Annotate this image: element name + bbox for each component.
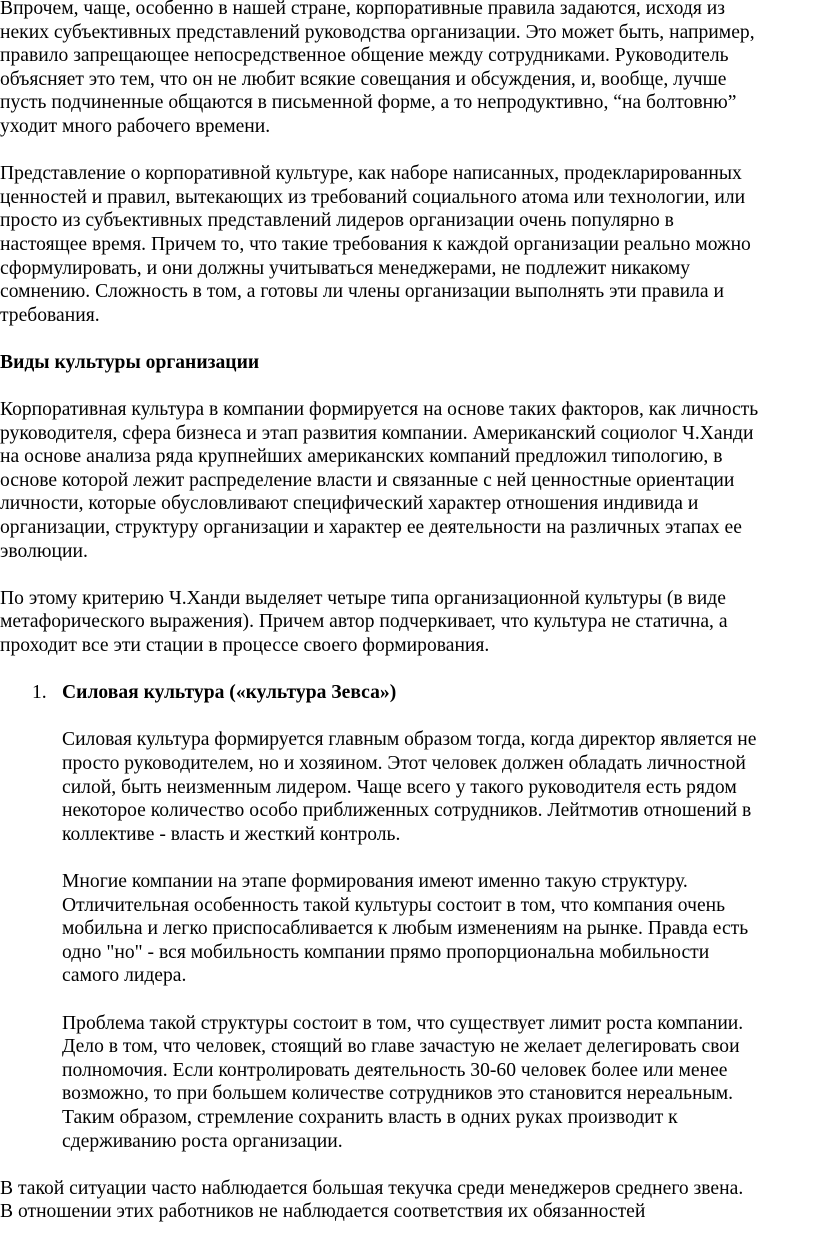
text-line: метафорического выражения). Причем автор подчеркивает, что культура не статична, а	[0, 611, 728, 633]
text-line: Таким образом, стремление сохранить власть в одних руках производит к	[62, 1106, 678, 1128]
text-line: просто из субъективных представлений лидеров организации очень популярно в	[0, 210, 674, 232]
paragraph-5	[0, 1177, 816, 1224]
text-line: пусть подчиненные общаются в письменной форме, а то непродуктивно, “на болтовню”	[0, 92, 737, 114]
text-line: мобильна и легко приспосабливается к любым изменениям на рынке. Правда есть	[62, 918, 749, 940]
text-line: организации, структуру организации и характер ее деятельности на различных этапах ее	[0, 517, 742, 539]
text-line: Проблема такой структуры состоит в том, что существует лимит роста компании.	[62, 1012, 744, 1034]
text-line: неких субъективных представлений руководства организации. Это может быть, например,	[0, 21, 755, 43]
text-line: объясняет это тем, что он не любит всякие совещания и обсуждения, и, вообще, лучше	[0, 68, 727, 90]
text-line: просто руководителем, но и хозяином. Этот человек должен обладать личностной	[62, 753, 746, 774]
text-line: В отношении этих работников не наблюдается соответствия их обязанностей	[0, 1201, 646, 1223]
list-item-paragraph-2	[62, 870, 816, 988]
text-line: Дело в том, что человек, стоящий во главе зачастую не желает делегировать свои	[62, 1036, 740, 1058]
text-line: Впрочем, чаще, особенно в нашей стране, корпоративные правила задаются, исходя из	[0, 0, 725, 19]
paragraph-1	[0, 0, 816, 139]
text-line: Корпоративная культура в компании формируется на основе таких факторов, как личность	[0, 399, 759, 421]
text-line: возможно, то при большем количестве сотрудников это становится нереальным.	[62, 1083, 734, 1105]
text-line: требования.	[0, 304, 100, 326]
text-line: В такой ситуации часто наблюдается большая текучка среди менеджеров среднего звена.	[0, 1177, 744, 1199]
text-line: руководителя, сфера бизнеса и этап развития компании. Американский социолог Ч.Ханди	[0, 422, 754, 444]
text-line: сдерживанию роста организации.	[62, 1130, 343, 1152]
paragraph-3	[0, 398, 816, 563]
paragraph-4	[0, 587, 816, 658]
text-line: на основе анализа ряда крупнейших американских компаний предложил типологию, в	[0, 446, 723, 468]
list-item-paragraph-1	[62, 728, 816, 846]
text-line: Представление о корпоративной культуре, как наборе написанных, продекларированных	[0, 163, 742, 185]
section-heading: Виды культуры организации	[0, 351, 260, 373]
text-line: проходит все эти стации в процессе своего формирования.	[0, 635, 490, 657]
text-line: По этому критерию Ч.Ханди выделяет четыре типа организационной культуры (в виде	[0, 587, 726, 609]
text-line: Многие компании на этапе формирования имеют именно такую структуру.	[62, 870, 688, 892]
text-line: полномочия. Если контролировать деятельность 30-60 человек более или менее	[62, 1059, 728, 1081]
text-line: уходит много рабочего времени.	[0, 115, 271, 137]
text-line: самого лидера.	[62, 965, 187, 987]
list-item-paragraph-3	[62, 1012, 816, 1154]
text-line: правило запрещающее непосредственное общение между сотрудниками. Руководитель	[0, 45, 729, 67]
list-item	[0, 681, 816, 1153]
ordered-list	[0, 681, 816, 1153]
text-line: Отличительная особенность такой культуры состоит в том, что компания очень	[62, 894, 726, 916]
text-line: личности, которые обусловливают специфический характер отношения индивида и	[0, 493, 699, 515]
text-line: Силовая культура формируется главным образом тогда, когда директор является не	[62, 729, 757, 751]
list-item-title: Силовая культура («культура Зевса»)	[62, 682, 397, 704]
text-line: силой, быть неизменным лидером. Чаще всего у такого руководителя есть рядом	[62, 776, 737, 798]
text-line: ценностей и правил, вытекающих из требований социального атома или технологии, или	[0, 186, 746, 208]
text-line: сформулировать, и они должны учитываться менеджерами, не подлежит никакому	[0, 257, 691, 279]
text-line: сомнению. Сложность в том, а готовы ли члены организации выполнять эти правила и	[0, 281, 725, 303]
text-line: основе которой лежит распределение власти и связанные с ней ценностные ориентации	[0, 469, 735, 491]
text-line: эволюции.	[0, 540, 88, 562]
list-marker: 1.	[32, 682, 47, 704]
text-line: некоторое количество особо приближенных сотрудников. Лейтмотив отношений в	[62, 800, 752, 822]
text-line: одно "но" - вся мобильность компании прямо пропорциональна мобильности	[62, 941, 710, 963]
paragraph-2	[0, 162, 816, 327]
text-line: настоящее время. Причем то, что такие требования к каждой организации реально можно	[0, 233, 751, 255]
text-line: коллективе - власть и жесткий контроль.	[62, 823, 401, 845]
